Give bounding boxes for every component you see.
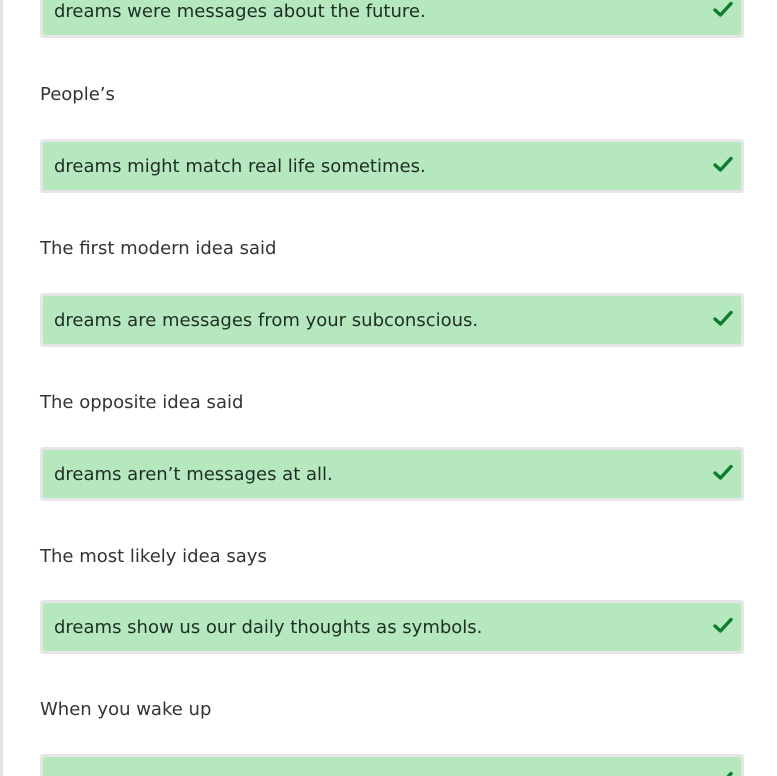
checkmark-icon	[713, 308, 733, 328]
answer-box-3[interactable]	[40, 293, 744, 347]
answer-correct-5[interactable]	[43, 603, 741, 651]
checkmark-icon	[713, 615, 733, 635]
answer-text-1: dreams were messages about the future.	[54, 0, 426, 22]
answer-correct-3[interactable]	[43, 296, 741, 344]
checkmark-icon	[713, 769, 733, 776]
answer-box-4[interactable]	[40, 447, 744, 501]
prompt-3: The first modern idea said	[40, 238, 277, 259]
checkmark-icon	[713, 154, 733, 174]
left-border	[0, 0, 3, 776]
answer-text-3: dreams are messages from your subconscious.	[54, 309, 479, 331]
answer-box-5[interactable]	[40, 600, 744, 654]
answer-text-5: dreams show us our daily thoughts as symbols.	[54, 616, 483, 638]
prompt-6: When you wake up	[40, 699, 212, 720]
answer-box-1[interactable]	[40, 0, 744, 38]
answer-text-2: dreams might match real life sometimes.	[54, 155, 426, 177]
answer-correct-2[interactable]	[43, 142, 741, 190]
answer-text-4: dreams aren’t messages at all.	[54, 463, 333, 485]
prompt-5: The most likely idea says	[40, 546, 267, 567]
prompt-2: People’s	[40, 84, 115, 105]
answer-box-6[interactable]	[40, 754, 744, 776]
answer-correct-4[interactable]	[43, 450, 741, 498]
checkmark-icon	[713, 462, 733, 482]
answer-correct-6[interactable]	[43, 757, 741, 776]
prompt-4: The opposite idea said	[40, 392, 244, 413]
answer-box-2[interactable]	[40, 139, 744, 193]
checkmark-icon	[713, 0, 733, 19]
answer-correct-1[interactable]	[43, 0, 741, 35]
